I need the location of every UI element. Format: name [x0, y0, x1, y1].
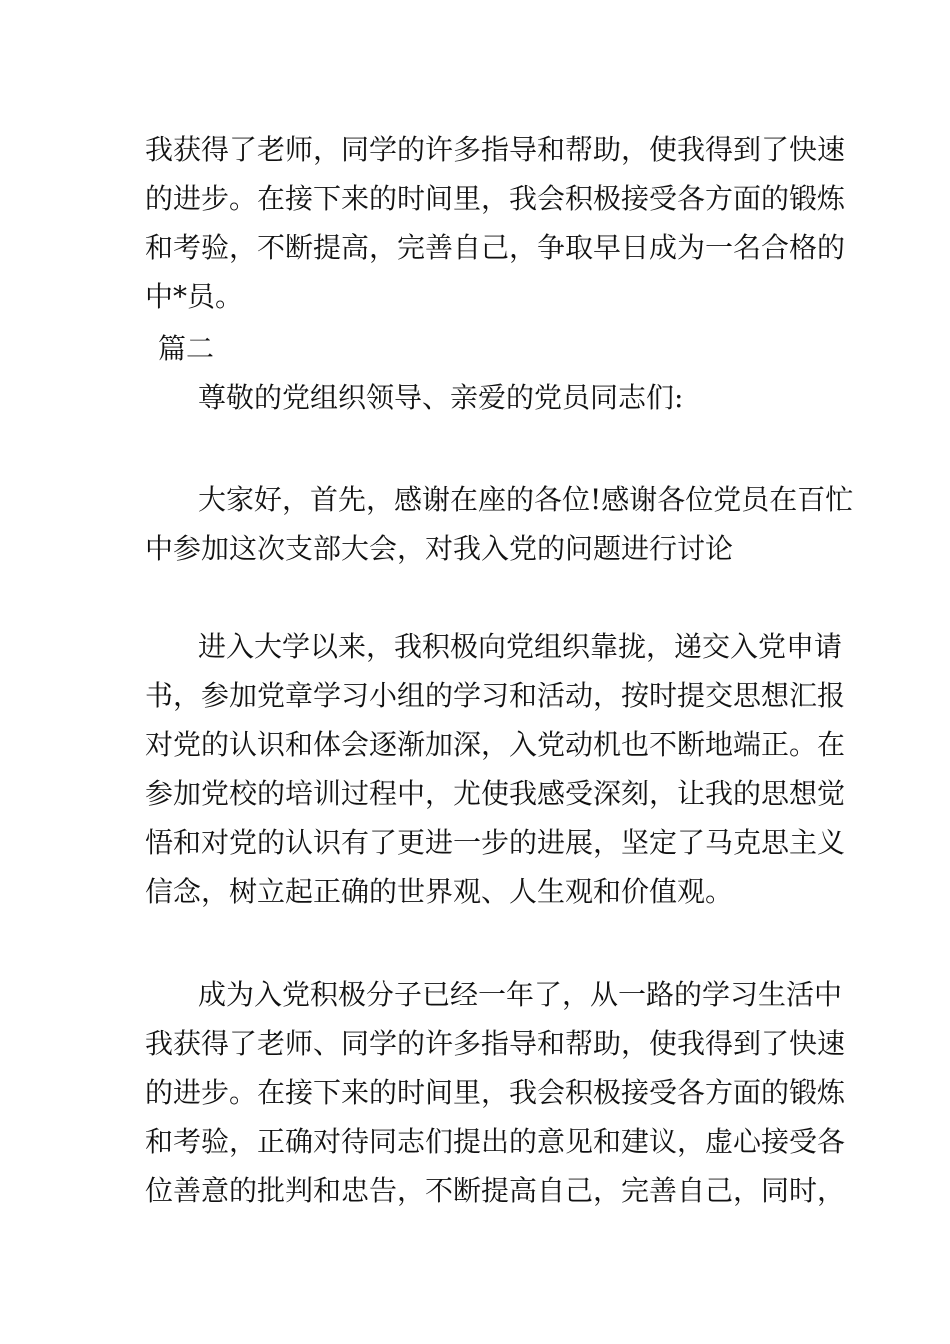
text-line: 的进步。在接下来的时间里，我会积极接受各方面的锻炼: [145, 182, 846, 215]
paragraph-line: 对党的认识和体会逐渐加深，入党动机也不断地端正。在: [145, 728, 846, 761]
paragraph-line: 和考验，正确对待同志们提出的意见和建议，虚心接受各: [145, 1125, 846, 1158]
paragraph-line: 的进步。在接下来的时间里，我会积极接受各方面的锻炼: [145, 1076, 846, 1109]
salutation: 尊敬的党组织领导、亲爱的党员同志们:: [198, 381, 684, 414]
section-heading: 篇二: [158, 332, 215, 365]
text-line: 我获得了老师，同学的许多指导和帮助，使我得到了快速: [145, 133, 846, 166]
paragraph-line: 中参加这次支部大会，对我入党的问题进行讨论: [145, 532, 734, 565]
paragraph-line: 我获得了老师、同学的许多指导和帮助，使我得到了快速: [145, 1027, 846, 1060]
paragraph-line: 进入大学以来，我积极向党组织靠拢，递交入党申请: [198, 630, 843, 663]
text-line: 中*员。: [145, 280, 244, 313]
paragraph-line: 大家好，首先，感谢在座的各位!感谢各位党员在百忙: [198, 483, 854, 516]
paragraph-line: 悟和对党的认识有了更进一步的进展，坚定了马克思主义: [145, 826, 846, 859]
paragraph-line: 参加党校的培训过程中，尤使我感受深刻，让我的思想觉: [145, 777, 846, 810]
paragraph-line: 信念，树立起正确的世界观、人生观和价值观。: [145, 875, 734, 908]
paragraph-line: 成为入党积极分子已经一年了，从一路的学习生活中: [198, 978, 843, 1011]
text-line: 和考验，不断提高，完善自己，争取早日成为一名合格的: [145, 231, 846, 264]
paragraph-line: 位善意的批判和忠告，不断提高自己，完善自己，同时，: [145, 1174, 846, 1207]
paragraph-line: 书，参加党章学习小组的学习和活动，按时提交思想汇报: [145, 679, 846, 712]
